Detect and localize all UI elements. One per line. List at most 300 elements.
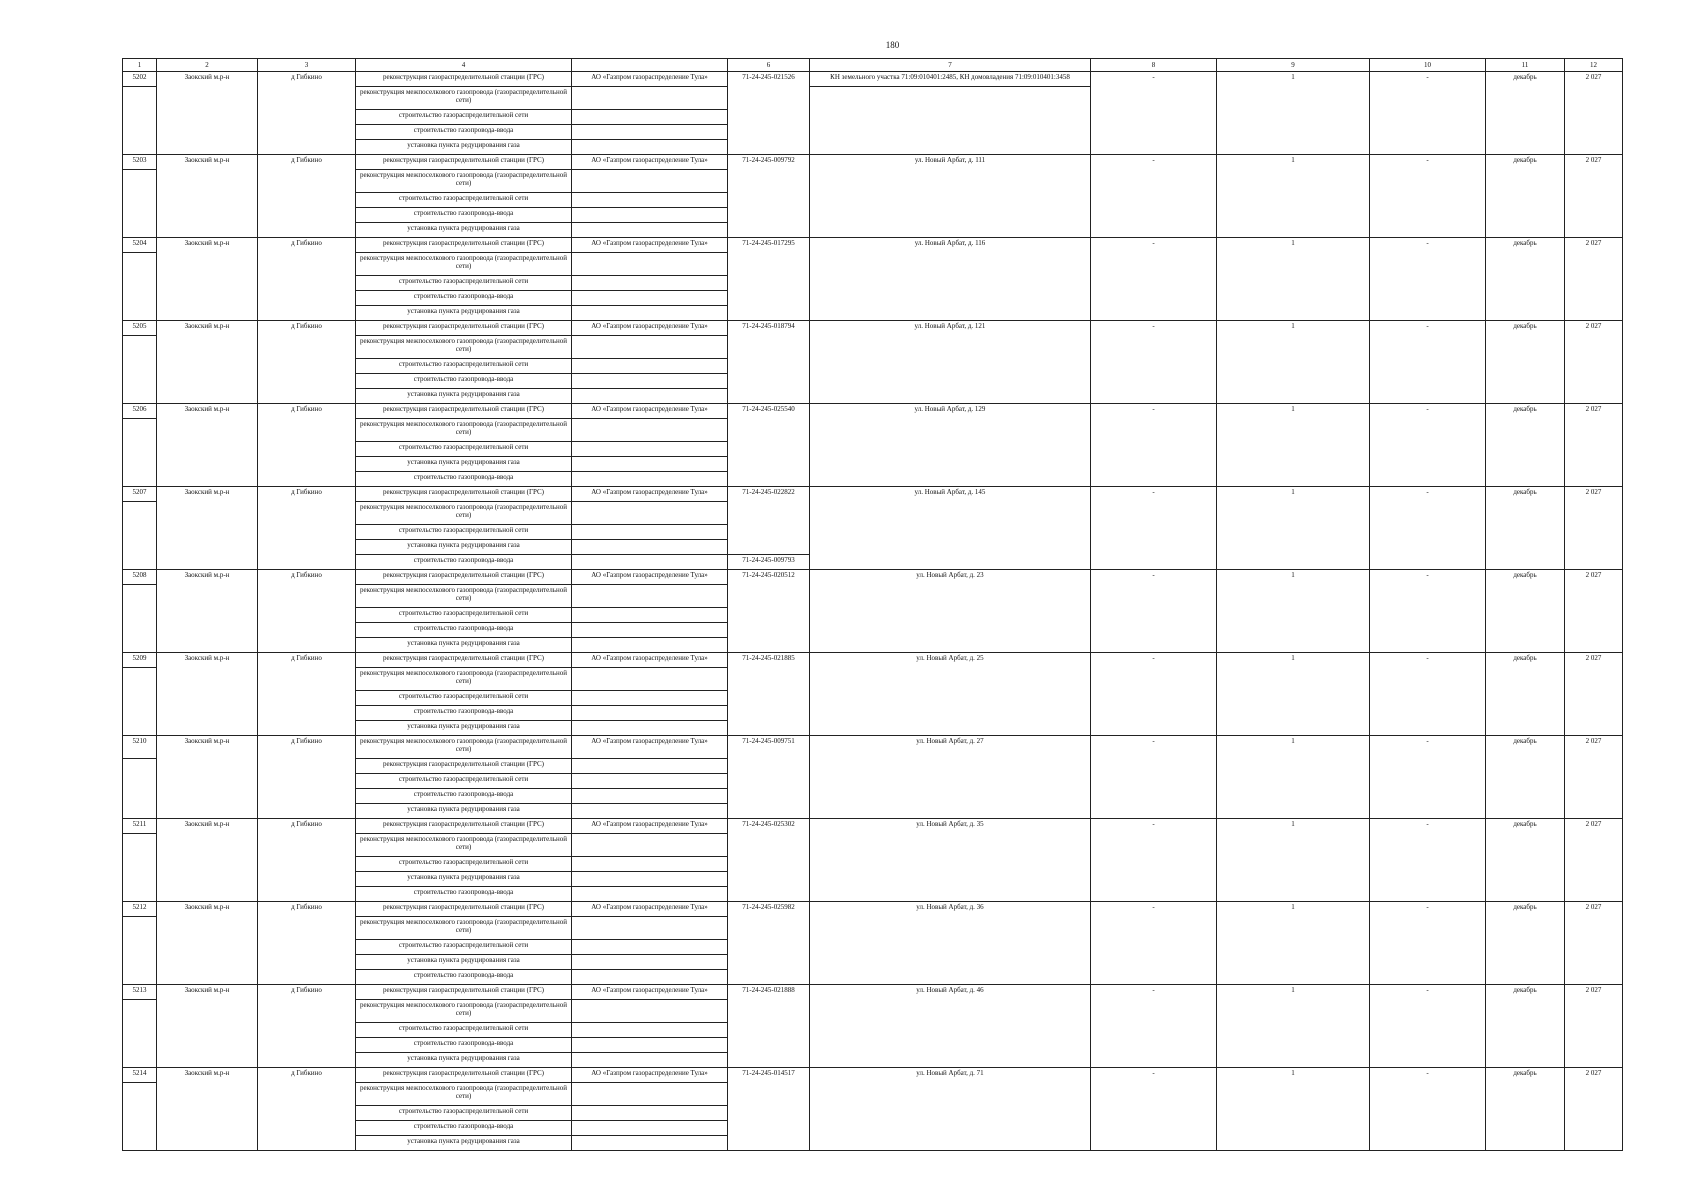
column-number: 1 [123,59,157,72]
application-code-cell: 71-24-245-018794 [728,321,810,404]
record-row [123,902,1623,917]
record-number-blank [123,253,157,321]
organization-blank [572,789,728,804]
organization-blank [572,940,728,955]
organization-cell: АО «Газпром газораспределение Тула» [572,1068,728,1083]
district-cell: Заокский м.р-н [157,902,258,985]
column-number: 4 [356,59,572,72]
district-cell: Заокский м.р-н [157,72,258,155]
organization-blank [572,721,728,736]
settlement-cell: д Гибкино [258,321,356,404]
year-cell: 2 027 [1565,570,1623,653]
district-cell: Заокский м.р-н [157,155,258,238]
settlement-cell: д Гибкино [258,570,356,653]
record-number: 5207 [123,487,157,502]
work-type-cell: строительство газораспределительной сети [356,442,572,457]
work-type-cell: строительство газопровода-ввода [356,887,572,902]
record-number-blank [123,668,157,736]
organization-blank [572,336,728,359]
record-number: 5204 [123,238,157,253]
work-type-cell: установка пункта редуцирования газа [356,804,572,819]
work-type-cell: реконструкция газораспределительной станции (ГРС) [356,759,572,774]
work-type-cell: строительство газопровода-ввода [356,125,572,140]
organization-cell: АО «Газпром газораспределение Тула» [572,321,728,336]
application-code-cell: 71-24-245-021885 [728,653,810,736]
work-type-cell: реконструкция газораспределительной станции (ГРС) [356,570,572,585]
record-number-blank [123,759,157,819]
settlement-cell: д Гибкино [258,902,356,985]
organization-blank [572,502,728,525]
month-cell: декабрь [1486,238,1565,321]
year-cell: 2 027 [1565,238,1623,321]
organization-blank [572,374,728,389]
work-type-cell: реконструкция межпоселкового газопровода (газораспределительной сети) [356,668,572,691]
column-10-cell: - [1370,155,1486,238]
organization-cell: АО «Газпром газораспределение Тула» [572,155,728,170]
year-cell: 2 027 [1565,736,1623,819]
column-number [572,59,728,72]
organization-blank [572,208,728,223]
record-number: 5212 [123,902,157,917]
column-9-cell: 1 [1217,404,1370,487]
register-sheet [122,58,1622,1151]
organization-blank [572,555,728,570]
column-10-cell: - [1370,570,1486,653]
work-type-cell: строительство газораспределительной сети [356,857,572,872]
settlement-cell: д Гибкино [258,736,356,819]
district-cell: Заокский м.р-н [157,570,258,653]
organization-blank [572,1106,728,1121]
work-type-cell: установка пункта редуцирования газа [356,872,572,887]
year-cell: 2 027 [1565,985,1623,1068]
address-cell: ул. Новый Арбат, д. 116 [810,238,1091,321]
year-cell: 2 027 [1565,72,1623,155]
organization-cell: АО «Газпром газораспределение Тула» [572,238,728,253]
month-cell: декабрь [1486,570,1565,653]
organization-cell: АО «Газпром газораспределение Тула» [572,72,728,87]
settlement-cell: д Гибкино [258,238,356,321]
year-cell: 2 027 [1565,487,1623,570]
record-number: 5206 [123,404,157,419]
address-cell: ул. Новый Арбат, д. 129 [810,404,1091,487]
address-cell: ул. Новый Арбат, д. 46 [810,985,1091,1068]
column-8-cell: - [1091,902,1217,985]
address-blank [810,87,1091,155]
column-8-cell: - [1091,819,1217,902]
record-number: 5214 [123,1068,157,1083]
work-type-cell: строительство газопровода-ввода [356,208,572,223]
column-number: 11 [1486,59,1565,72]
organization-blank [572,1023,728,1038]
column-10-cell: - [1370,1068,1486,1151]
work-type-cell: строительство газопровода-ввода [356,291,572,306]
column-9-cell: 1 [1217,321,1370,404]
record-row [123,321,1623,336]
column-9-cell: 1 [1217,155,1370,238]
organization-blank [572,857,728,872]
column-9-cell: 1 [1217,570,1370,653]
register-body [123,59,1623,1151]
settlement-cell: д Гибкино [258,487,356,570]
work-type-cell: реконструкция межпоселкового газопровода (газораспределительной сети) [356,834,572,857]
record-number-blank [123,419,157,487]
settlement-cell: д Гибкино [258,985,356,1068]
district-cell: Заокский м.р-н [157,321,258,404]
record-row [123,238,1623,253]
work-type-cell: строительство газораспределительной сети [356,359,572,374]
district-cell: Заокский м.р-н [157,1068,258,1151]
work-type-cell: строительство газопровода-ввода [356,623,572,638]
month-cell: декабрь [1486,985,1565,1068]
month-cell: декабрь [1486,155,1565,238]
month-cell: декабрь [1486,1068,1565,1151]
column-10-cell: - [1370,902,1486,985]
district-cell: Заокский м.р-н [157,487,258,570]
work-type-cell: строительство газораспределительной сети [356,110,572,125]
address-cell: ул. Новый Арбат, д. 36 [810,902,1091,985]
column-number: 2 [157,59,258,72]
work-type-cell: реконструкция газораспределительной станции (ГРС) [356,321,572,336]
record-number: 5202 [123,72,157,87]
column-8-cell: - [1091,238,1217,321]
column-9-cell: 1 [1217,238,1370,321]
organization-blank [572,193,728,208]
organization-blank [572,306,728,321]
organization-blank [572,834,728,857]
organization-blank [572,955,728,970]
settlement-cell: д Гибкино [258,404,356,487]
application-code-cell: 71-24-245-025982 [728,902,810,985]
work-type-cell: строительство газопровода-ввода [356,1038,572,1053]
record-number: 5213 [123,985,157,1000]
organization-blank [572,419,728,442]
column-10-cell: - [1370,404,1486,487]
column-8-cell: - [1091,404,1217,487]
organization-cell: АО «Газпром газораспределение Тула» [572,653,728,668]
column-number: 7 [810,59,1091,72]
organization-blank [572,276,728,291]
month-cell: декабрь [1486,736,1565,819]
work-type-cell: строительство газопровода-ввода [356,970,572,985]
record-row [123,985,1623,1000]
column-10-cell: - [1370,321,1486,404]
organization-blank [572,608,728,623]
organization-blank [572,223,728,238]
work-type-cell: строительство газораспределительной сети [356,608,572,623]
organization-blank [572,525,728,540]
month-cell: декабрь [1486,487,1565,570]
organization-blank [572,1000,728,1023]
organization-blank [572,359,728,374]
column-8-cell: - [1091,1068,1217,1151]
address-cell: ул. Новый Арбат, д. 23 [810,570,1091,653]
record-row [123,653,1623,668]
organization-blank [572,170,728,193]
work-type-cell: строительство газопровода-ввода [356,472,572,487]
year-cell: 2 027 [1565,404,1623,487]
work-type-cell: строительство газопровода-ввода [356,555,572,570]
organization-blank [572,970,728,985]
organization-blank [572,472,728,487]
organization-blank [572,140,728,155]
column-10-cell: - [1370,238,1486,321]
organization-blank [572,623,728,638]
column-9-cell: 1 [1217,985,1370,1068]
record-number: 5205 [123,321,157,336]
work-type-cell: установка пункта редуцирования газа [356,540,572,555]
organization-blank [572,668,728,691]
work-type-cell: реконструкция газораспределительной станции (ГРС) [356,819,572,834]
page-number: 180 [885,40,900,50]
work-type-cell: реконструкция межпоселкового газопровода (газораспределительной сети) [356,502,572,525]
column-number: 9 [1217,59,1370,72]
column-8-cell: - [1091,570,1217,653]
address-cell: ул. Новый Арбат, д. 35 [810,819,1091,902]
organization-blank [572,442,728,457]
organization-blank [572,540,728,555]
record-row [123,72,1623,87]
record-number: 5211 [123,819,157,834]
address-cell: ул. Новый Арбат, д. 145 [810,487,1091,570]
organization-blank [572,87,728,110]
column-number-row [123,59,1623,72]
record-number: 5203 [123,155,157,170]
record-number: 5208 [123,570,157,585]
month-cell: декабрь [1486,653,1565,736]
settlement-cell: д Гибкино [258,72,356,155]
work-type-cell: реконструкция межпоселкового газопровода (газораспределительной сети) [356,87,572,110]
work-type-cell: установка пункта редуцирования газа [356,1053,572,1068]
organization-blank [572,253,728,276]
organization-blank [572,887,728,902]
organization-blank [572,125,728,140]
address-cell: ул. Новый Арбат, д. 121 [810,321,1091,404]
work-type-cell: реконструкция межпоселкового газопровода (газораспределительной сети) [356,1083,572,1106]
address-cell: ул. Новый Арбат, д. 27 [810,736,1091,819]
application-code-cell: 71-24-245-017295 [728,238,810,321]
organization-blank [572,585,728,608]
organization-blank [572,1053,728,1068]
column-8-cell: - [1091,321,1217,404]
organization-cell: АО «Газпром газораспределение Тула» [572,736,728,759]
district-cell: Заокский м.р-н [157,404,258,487]
work-type-cell: реконструкция газораспределительной станции (ГРС) [356,1068,572,1083]
organization-cell: АО «Газпром газораспределение Тула» [572,404,728,419]
work-type-cell: строительство газораспределительной сети [356,1023,572,1038]
work-type-cell: установка пункта редуцирования газа [356,955,572,970]
application-code-cell: 71-24-245-025540 [728,404,810,487]
record-number: 5210 [123,736,157,759]
work-type-cell: строительство газопровода-ввода [356,789,572,804]
work-type-cell: установка пункта редуцирования газа [356,638,572,653]
settlement-cell: д Гибкино [258,1068,356,1151]
column-9-cell: 1 [1217,736,1370,819]
month-cell: декабрь [1486,819,1565,902]
work-type-cell: реконструкция газораспределительной станции (ГРС) [356,238,572,253]
record-row [123,570,1623,585]
column-9-cell: 1 [1217,487,1370,570]
year-cell: 2 027 [1565,155,1623,238]
address-cell: ул. Новый Арбат, д. 111 [810,155,1091,238]
column-number: 8 [1091,59,1217,72]
work-type-cell: строительство газораспределительной сети [356,276,572,291]
work-type-cell: реконструкция межпоселкового газопровода (газораспределительной сети) [356,419,572,442]
work-type-cell: реконструкция газораспределительной станции (ГРС) [356,487,572,502]
column-number: 12 [1565,59,1623,72]
work-type-cell: установка пункта редуцирования газа [356,721,572,736]
column-8-cell: - [1091,985,1217,1068]
address-cell: КН земельного участка 71:09:010401:2485, КН домовладения 71:09:010401:3458 [810,72,1091,87]
record-row [123,404,1623,419]
work-type-cell: установка пункта редуцирования газа [356,306,572,321]
work-type-cell: строительство газораспределительной сети [356,691,572,706]
organization-blank [572,1038,728,1053]
column-10-cell: - [1370,819,1486,902]
column-10-cell: - [1370,653,1486,736]
organization-cell: АО «Газпром газораспределение Тула» [572,985,728,1000]
column-9-cell: 1 [1217,819,1370,902]
work-type-cell: реконструкция межпоселкового газопровода (газораспределительной сети) [356,1000,572,1023]
record-row [123,736,1623,759]
district-cell: Заокский м.р-н [157,238,258,321]
address-cell: ул. Новый Арбат, д. 25 [810,653,1091,736]
column-9-cell: 1 [1217,72,1370,155]
work-type-cell: реконструкция газораспределительной станции (ГРС) [356,985,572,1000]
organization-blank [572,1121,728,1136]
record-number-blank [123,917,157,985]
application-code-cell: 71-24-245-009792 [728,155,810,238]
organization-blank [572,1136,728,1151]
column-10-cell: - [1370,487,1486,570]
column-10-cell: - [1370,72,1486,155]
column-8-cell: - [1091,155,1217,238]
work-type-cell: реконструкция межпоселкового газопровода (газораспределительной сети) [356,917,572,940]
year-cell: 2 027 [1565,819,1623,902]
organization-blank [572,1083,728,1106]
work-type-cell: реконструкция газораспределительной станции (ГРС) [356,653,572,668]
year-cell: 2 027 [1565,321,1623,404]
column-9-cell: 1 [1217,653,1370,736]
address-cell: ул. Новый Арбат, д. 71 [810,1068,1091,1151]
organization-cell: АО «Газпром газораспределение Тула» [572,902,728,917]
organization-blank [572,691,728,706]
year-cell: 2 027 [1565,653,1623,736]
column-8-cell: - [1091,72,1217,155]
work-type-cell: строительство газопровода-ввода [356,1121,572,1136]
organization-cell: АО «Газпром газораспределение Тула» [572,570,728,585]
work-type-cell: реконструкция газораспределительной станции (ГРС) [356,72,572,87]
application-code-cell: 71-24-245-009793 [728,555,810,570]
work-type-cell: реконструкция газораспределительной станции (ГРС) [356,155,572,170]
district-cell: Заокский м.р-н [157,985,258,1068]
column-number: 3 [258,59,356,72]
work-type-cell: реконструкция межпоселкового газопровода (газораспределительной сети) [356,170,572,193]
settlement-cell: д Гибкино [258,155,356,238]
column-10-cell: - [1370,985,1486,1068]
work-type-cell: установка пункта редуцирования газа [356,140,572,155]
work-type-cell: реконструкция газораспределительной станции (ГРС) [356,902,572,917]
work-type-cell: строительство газопровода-ввода [356,374,572,389]
organization-blank [572,804,728,819]
column-10-cell: - [1370,736,1486,819]
application-code-cell: 71-24-245-009751 [728,736,810,819]
district-cell: Заокский м.р-н [157,736,258,819]
column-number: 6 [728,59,810,72]
work-type-cell: реконструкция межпоселкового газопровода (газораспределительной сети) [356,253,572,276]
year-cell: 2 027 [1565,902,1623,985]
application-code-cell: 71-24-245-020512 [728,570,810,653]
work-type-cell: строительство газораспределительной сети [356,1106,572,1121]
settlement-cell: д Гибкино [258,653,356,736]
work-type-cell: строительство газораспределительной сети [356,940,572,955]
work-type-cell: строительство газораспределительной сети [356,774,572,789]
work-type-cell: установка пункта редуцирования газа [356,457,572,472]
work-type-cell: установка пункта редуцирования газа [356,1136,572,1151]
application-code-cell: 71-24-245-021888 [728,985,810,1068]
organization-blank [572,638,728,653]
district-cell: Заокский м.р-н [157,653,258,736]
column-8-cell: - [1091,653,1217,736]
organization-blank [572,706,728,721]
organization-blank [572,457,728,472]
organization-blank [572,110,728,125]
record-number-blank [123,87,157,155]
work-type-cell: установка пункта редуцирования газа [356,389,572,404]
month-cell: декабрь [1486,321,1565,404]
organization-blank [572,917,728,940]
work-type-cell: строительство газораспределительной сети [356,525,572,540]
work-type-cell: реконструкция межпоселкового газопровода (газораспределительной сети) [356,736,572,759]
register-table [122,58,1623,1151]
organization-blank [572,872,728,887]
month-cell: декабрь [1486,72,1565,155]
column-9-cell: 1 [1217,1068,1370,1151]
settlement-cell: д Гибкино [258,819,356,902]
record-row [123,1068,1623,1083]
year-cell: 2 027 [1565,1068,1623,1151]
column-9-cell: 1 [1217,902,1370,985]
record-row [123,487,1623,502]
record-row [123,819,1623,834]
column-8-cell: - [1091,736,1217,819]
record-number-blank [123,585,157,653]
application-code-cell: 71-24-245-021526 [728,72,810,155]
organization-blank [572,291,728,306]
record-number-blank [123,502,157,570]
organization-blank [572,389,728,404]
work-type-cell: реконструкция газораспределительной станции (ГРС) [356,404,572,419]
record-number-blank [123,834,157,902]
district-cell: Заокский м.р-н [157,819,258,902]
organization-blank [572,759,728,774]
record-number-blank [123,1000,157,1068]
month-cell: декабрь [1486,902,1565,985]
organization-cell: АО «Газпром газораспределение Тула» [572,487,728,502]
record-number: 5209 [123,653,157,668]
work-type-cell: установка пункта редуцирования газа [356,223,572,238]
record-row [123,155,1623,170]
work-type-cell: строительство газораспределительной сети [356,193,572,208]
organization-cell: АО «Газпром газораспределение Тула» [572,819,728,834]
application-code-cell: 71-24-245-014517 [728,1068,810,1151]
record-number-blank [123,170,157,238]
application-code-cell: 71-24-245-025302 [728,819,810,902]
month-cell: декабрь [1486,404,1565,487]
organization-blank [572,774,728,789]
application-code-cell: 71-24-245-022822 [728,487,810,555]
work-type-cell: строительство газопровода-ввода [356,706,572,721]
column-8-cell: - [1091,487,1217,570]
